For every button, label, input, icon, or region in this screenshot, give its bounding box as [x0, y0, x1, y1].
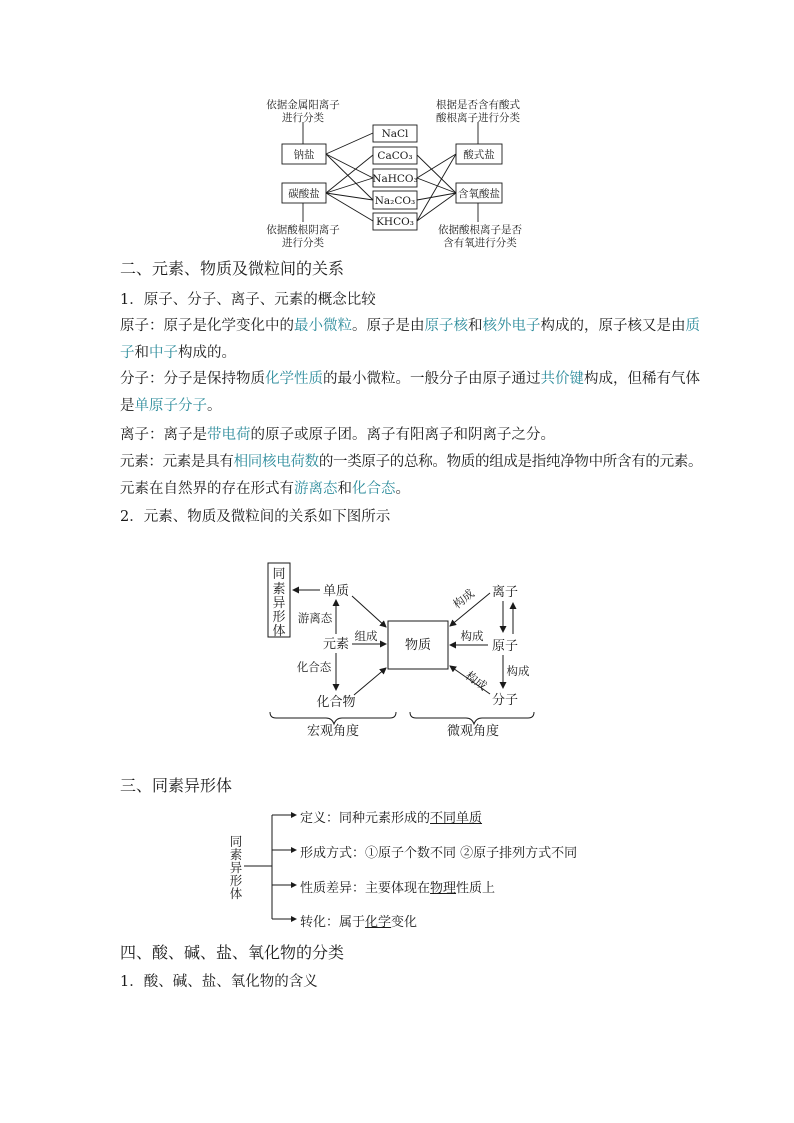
- allotrope-char-2: 素: [272, 582, 286, 597]
- label-combined-state: 化合态: [296, 660, 332, 674]
- node-atom: 原子: [491, 639, 519, 654]
- note-top-right-1: 根据是否含有酸式: [436, 99, 520, 111]
- section4-heading: 四、酸、碱、盐、氧化物的分类: [120, 943, 345, 962]
- section2-sub2: 2．元素、物质及微粒间的关系如下图所示: [120, 509, 391, 525]
- section2-sub1: 1．原子、分子、离子、元素的概念比较: [120, 292, 376, 308]
- box-sodium-salt: 钠盐: [293, 149, 315, 161]
- root-char-1: 同: [229, 834, 243, 849]
- box-khco3: KHCO₃: [376, 216, 414, 228]
- node-element: 元素: [322, 637, 350, 652]
- element-definition-line1: 元素：元素是具有相同核电荷数的一类原子的总称。物质的组成是指纯净物中所含有的元素。: [120, 454, 703, 470]
- ion-definition: 离子：离子是带电荷的原子或原子团。离子有阳离子和阴离子之分。: [120, 427, 555, 443]
- label-free-state: 游离态: [297, 611, 333, 625]
- allotrope-definition: 定义：同种元素形成的不同单质: [300, 811, 483, 826]
- node-ion: 离子: [491, 585, 519, 600]
- note-bottom-left-1: 依据酸根阴离子: [266, 224, 340, 236]
- note-top-left-1: 依据金属阳离子: [266, 99, 340, 111]
- note-bottom-right-2: 含有氧进行分类: [443, 237, 517, 249]
- label-form-molecule: 构成: [506, 664, 530, 678]
- label-form-ion: 构成: [450, 586, 477, 612]
- root-char-4: 形: [229, 873, 243, 888]
- note-top-left-2: 进行分类: [282, 112, 324, 124]
- note-bottom-right-1: 依据酸根离子是否: [438, 224, 522, 236]
- section2-heading: 二、元素、物质及微粒间的关系: [120, 259, 345, 278]
- node-compound: 化合物: [316, 695, 356, 710]
- label-compose: 组成: [354, 629, 378, 643]
- box-oxo-salt: 含氧酸盐: [458, 188, 500, 200]
- box-acid-salt: 酸式盐: [463, 149, 495, 161]
- box-carbonate: 碳酸盐: [288, 188, 320, 200]
- box-nahco3: NaHCO₃: [372, 173, 418, 185]
- note-bottom-left-2: 进行分类: [282, 237, 324, 249]
- label-form-molecule-substance: 构成: [462, 668, 490, 694]
- node-molecule: 分子: [491, 693, 519, 708]
- allotrope-char-1: 同: [272, 567, 286, 582]
- node-substance: 物质: [404, 638, 432, 653]
- label-macro-view: 宏观角度: [306, 724, 360, 739]
- box-nacl: NaCl: [381, 128, 409, 140]
- note-top-right-2: 酸根离子进行分类: [436, 112, 520, 124]
- atom-definition-line1: 原子：原子是化学变化中的最小微粒。原子是由原子核和核外电子构成的，原子核又是由质: [120, 318, 700, 334]
- allotrope-char-4: 形: [272, 610, 286, 625]
- molecule-definition-line1: 分子：分子是保持物质化学性质的最小微粒。一般分子由原子通过共价键构成，但稀有气体: [120, 371, 700, 387]
- allotrope-conversion: 转化：属于化学变化: [300, 915, 418, 930]
- box-na2co3: Na₂CO₃: [374, 195, 416, 207]
- atom-definition-line2: 子和中子构成的。: [120, 345, 236, 361]
- node-simple-substance: 单质: [322, 584, 350, 599]
- allotrope-char-3: 异: [272, 596, 286, 611]
- root-char-5: 体: [229, 886, 243, 901]
- section3-heading: 三、同素异形体: [120, 776, 233, 795]
- allotrope-property: 性质差异：主要体现在物理性质上: [300, 881, 496, 896]
- element-definition-line2: 元素在自然界的存在形式有游离态和化合态。: [120, 481, 410, 497]
- label-micro-view: 微观角度: [446, 724, 500, 739]
- molecule-definition-line2: 是单原子分子。: [120, 398, 222, 414]
- label-form-atom: 构成: [460, 629, 484, 643]
- allotrope-formation: 形成方式：①原子个数不同 ②原子排列方式不同: [300, 846, 578, 861]
- root-char-3: 异: [229, 860, 243, 875]
- allotrope-char-5: 体: [272, 624, 286, 639]
- section4-sub1: 1．酸、碱、盐、氧化物的含义: [120, 974, 318, 990]
- root-char-2: 素: [229, 847, 243, 862]
- box-caco3: CaCO₃: [377, 150, 413, 162]
